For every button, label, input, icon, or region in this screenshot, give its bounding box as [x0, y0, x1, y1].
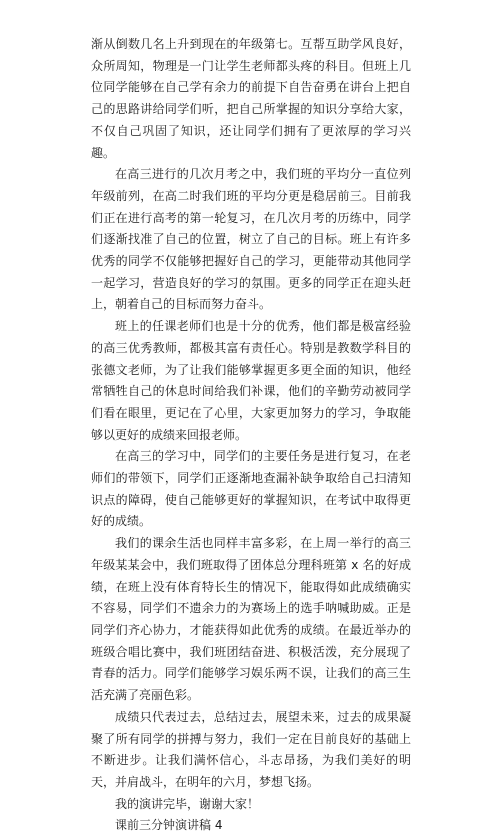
paragraph-4: 在高三的学习中，同学们的主要任务是进行复习，在老师们的带领下，同学们正逐渐地查漏补缺争取给自己扫清知识点的障碍，使自己能够更好的掌握知识，在考试中取得更好的成绩。: [91, 449, 411, 529]
paragraph-6: 成绩只代表过去，总结过去，展望未来，过去的成果凝聚了所有同学的拼搏与努力，我们一定在目前良好的基础上不断进步。让我们满怀信心，斗志昂扬，为我们美好的明天，并肩战斗，在明年的六月，梦想飞扬。: [91, 709, 411, 789]
document-body: [91, 34, 411, 837]
paragraph-1: 渐从倒数几名上升到现在的年级第七。互帮互助学风良好，众所周知，物理是一门让学生老师都头疼的科目。但班上几位同学能够在自己学有余力的前提下自告奋勇在讲台上把自己的思路讲给同学们听，把自己所掌握的知识分享给大家，不仅自己巩固了知识，还让同学们拥有了更浓厚的学习兴趣。: [91, 37, 411, 160]
closing-line: 我的演讲完毕，谢谢大家！: [115, 796, 260, 811]
paragraph-2: 在高三进行的几次月考之中，我们班的平均分一直位列年级前列，在高二时我们班的平均分更是稳居前三。目前我们正在进行高考的第一轮复习，在几次月考的历练中，同学们逐渐找准了自己的位置，树立了自己的目标。班上有许多优秀的同学不仅能够把握好自己的学习，更能带动其他同学一起学习，营造良好的学习的氛围。更多的同学正在迎头赶上，朝着自己的目标而努力奋斗。: [91, 167, 411, 312]
paragraph-5: 我们的课余生活也同样丰富多彩，在上周一举行的高三年级某某会中，我们班取得了团体总分理科班第 x 名的好成绩，在班上没有体育特长生的情况下，能取得如此成绩确实不容易，同学们不遗余力的为赛场上的选手呐喊助威。正是同学们齐心协力，才能获得如此优秀的成绩。在最近举办的班级合唱比赛中，我们班团结奋进、积极活泼，充分展现了青春的活力。同学们能够学习娱乐两不误，让我们的高三生活充满了亮丽色彩。: [91, 536, 411, 703]
paragraph-3: 班上的任课老师们也是十分的优秀，他们都是极富经验的高三优秀教师，都极其富有责任心。特别是教数学科目的张德文老师，为了让我们能够掌握更多更全面的知识，他经常牺牲自己的休息时间给我们补课，他们的辛勤劳动被同学们看在眼里，更记在了心里，大家更加努力的学习，争取能够以更好的成绩来回报老师。: [91, 319, 411, 442]
next-section-heading: 课前三分钟演讲稿 4: [115, 818, 223, 833]
